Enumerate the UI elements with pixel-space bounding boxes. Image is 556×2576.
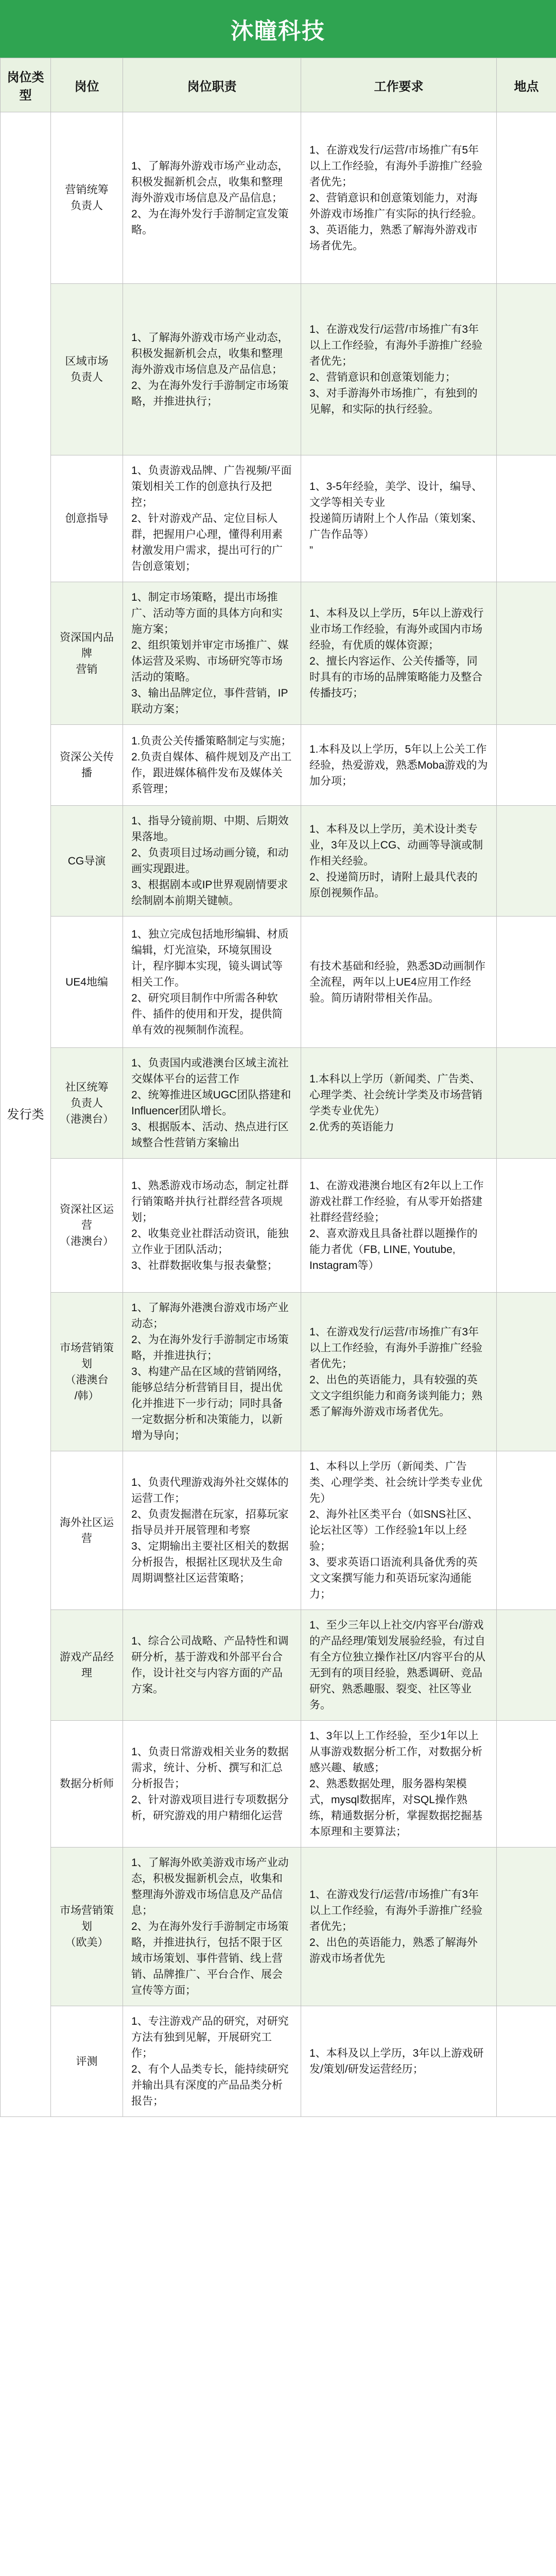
duties-cell: 1、专注游戏产品的研究，对研究方法有独到见解，开展研究工作； 2、有个人品类专长，能持续研究并输出具有深度的产品品类分析报告；: [123, 2006, 301, 2117]
location-cell: [497, 1048, 556, 1159]
job-category: 发行类: [1, 112, 51, 2117]
table-row: [1, 1721, 556, 1848]
page-title: 沐瞳科技: [0, 0, 556, 58]
requirements-cell: 1、在游戏发行/运营/市场推广有3年以上工作经验，有海外手游推广经验者优先； 2、出色的英语能力，具有较强的英文文字组织能力和商务谈判能力；熟悉了解海外游戏市场者优先。: [301, 1293, 497, 1451]
position-cell: 资深国内品牌 营销: [51, 582, 123, 725]
table-row: [1, 1293, 556, 1451]
table-row: [1, 582, 556, 725]
requirements-cell: 1、本科及以上学历，3年以上游戏研发/策划/研发运营经历；: [301, 2006, 497, 2117]
requirements-cell: 1、在游戏发行/运营/市场推广有5年以上工作经验，有海外手游推广经验者优先； 2、营销意识和创意策划能力，对海外游戏市场推广有实际的执行经验。 3、英语能力，熟悉了解海外游戏市场者优先。: [301, 112, 497, 284]
requirements-cell: 有技术基础和经验，熟悉3D动画制作全流程，两年以上UE4应用工作经验。简历请附带相关作品。: [301, 917, 497, 1048]
header-requirements: 工作要求: [301, 58, 497, 112]
duties-cell: 1、负责日常游戏相关业务的数据需求，统计、分析、撰写和汇总分析报告； 2、针对游戏项目进行专项数据分析，研究游戏的用户精细化运营: [123, 1721, 301, 1848]
position-cell: 数据分析师: [51, 1721, 123, 1848]
location-cell: [497, 1610, 556, 1721]
location-cell: [497, 284, 556, 455]
location-cell: [497, 806, 556, 917]
location-cell: [497, 1159, 556, 1293]
duties-cell: 1、负责代理游戏海外社交媒体的运营工作； 2、负责发掘潜在玩家，招募玩家指导员并开展管理和考察 3、定期输出主要社区相关的数据分析报告，根据社区现状及生命周期调整社区运营策略；: [123, 1451, 301, 1610]
location-cell: [497, 582, 556, 725]
position-cell: 区域市场 负责人: [51, 284, 123, 455]
duties-cell: 1、综合公司战略、产品特性和调研分析，基于游戏和外部平台合作，设计社交与内容方面的产品方案。: [123, 1610, 301, 1721]
position-cell: 资深社区运营 （港澳台）: [51, 1159, 123, 1293]
duties-cell: 1、了解海外欧美游戏市场产业动态，积极发掘新机会点，收集和整理海外游戏市场信息及产品信息； 2、为在海外发行手游制定市场策略，并推进执行，包括不限于区域市场策划、事件营销、线上营销、品牌推广、平台合作、展会宣传等方面；: [123, 1848, 301, 2006]
table-row: [1, 1848, 556, 2006]
duties-cell: 1、负责游戏品牌、广告视频/平面策划相关工作的创意执行及把控； 2、针对游戏产品、定位目标人群，把握用户心理，懂得利用素材激发用户需求，提出可行的广告创意策划；: [123, 455, 301, 582]
position-cell: 营销统筹 负责人: [51, 112, 123, 284]
duties-cell: 1、了解海外游戏市场产业动态，积极发掘新机会点，收集和整理海外游戏市场信息及产品信息； 2、为在海外发行手游制定宣发策略。: [123, 112, 301, 284]
table-row: [1, 1159, 556, 1293]
duties-cell: 1、独立完成包括地形编辑、材质编辑，灯光渲染，环境氛围设计，程序脚本实现，镜头调试等相关工作。 2、研究项目制作中所需各种软件、插件的使用和开发，提供简单有效的视频制作流程。: [123, 917, 301, 1048]
position-cell: CG导演: [51, 806, 123, 917]
location-cell: [497, 1451, 556, 1610]
header-duties: 岗位职责: [123, 58, 301, 112]
location-cell: [497, 455, 556, 582]
duties-cell: 1、负责国内或港澳台区域主流社交媒体平台的运营工作 2、统筹推进区域UGC团队搭建和Influencer团队增长。 3、根据版本、活动、热点进行区域整合性营销方案输出: [123, 1048, 301, 1159]
requirements-cell: 1、在游戏发行/运营/市场推广有3年以上工作经验，有海外手游推广经验者优先； 2、营销意识和创意策划能力； 3、对手游海外市场推广，有独到的见解，和实际的执行经验。: [301, 284, 497, 455]
duties-cell: 1、指导分镜前期、中期、后期效果落地。 2、负责项目过场动画分镜，和动画实现跟进。 3、根据剧本或IP世界观剧情要求绘制剧本前期关键帧。: [123, 806, 301, 917]
duties-cell: 1.负责公关传播策略制定与实施； 2.负责自媒体、稿件规划及产出工作，跟进媒体稿件发布及媒体关系管理；: [123, 725, 301, 806]
position-cell: 创意指导: [51, 455, 123, 582]
header-location: 地点: [497, 58, 556, 112]
location-cell: [497, 1848, 556, 2006]
requirements-cell: 1、本科及以上学历，美术设计类专业，3年及以上CG、动画等导演或制作相关经验。 2、投递简历时，请附上最具代表的原创视频作品。: [301, 806, 497, 917]
table-row: [1, 455, 556, 582]
location-cell: [497, 917, 556, 1048]
duties-cell: 1、了解海外港澳台游戏市场产业动态； 2、为在海外发行手游制定市场策略，并推进执行； 3、构建产品在区域的营销网络，能够总结分析营销目目，提出优化并推进下一步行动；同时具备一定数据分析和决策能力，以新增为导向；: [123, 1293, 301, 1451]
position-cell: UE4地编: [51, 917, 123, 1048]
requirements-cell: 1、本科以上学历（新闻类、广告类、心理学类、社会统计学类专业优先） 2、海外社区类平台（如SNS社区、论坛社区等）工作经验1年以上经验； 3、要求英语口语流利具备优秀的英文文案撰写能力和英语玩家沟通能力；: [301, 1451, 497, 1610]
table-row: [1, 917, 556, 1048]
duties-cell: 1、制定市场策略，提出市场推广、活动等方面的具体方向和实施方案； 2、组织策划并审定市场推广、媒体运营及采购、市场研究等市场活动的策略。 3、输出品牌定位，事件营销，IP联动方案；: [123, 582, 301, 725]
position-cell: 社区统筹 负责人 （港澳台）: [51, 1048, 123, 1159]
duties-cell: 1、了解海外游戏市场产业动态，积极发掘新机会点，收集和整理海外游戏市场信息及产品信息； 2、为在海外发行手游制定市场策略，并推进执行；: [123, 284, 301, 455]
location-cell: [497, 2006, 556, 2117]
table-row: [1, 1451, 556, 1610]
location-cell: [497, 1721, 556, 1848]
requirements-cell: 1.本科以上学历（新闻类、广告类、心理学类、社会统计学类及市场营销学类专业优先） 2.优秀的英语能力: [301, 1048, 497, 1159]
header-type: 岗位类型: [1, 58, 51, 112]
duties-cell: 1、熟悉游戏市场动态，制定社群行销策略并执行社群经营各项规划； 2、收集竞业社群活动资讯，能独立作业于团队活动； 3、社群数据收集与报表彙整；: [123, 1159, 301, 1293]
table-row: [1, 1048, 556, 1159]
requirements-cell: 1.本科及以上学历，5年以上公关工作经验，热爱游戏，熟悉Moba游戏的为加分项；: [301, 725, 497, 806]
table-row: [1, 725, 556, 806]
location-cell: [497, 112, 556, 284]
requirements-cell: 1、本科及以上学历，5年以上游戏行业市场工作经验，有海外或国内市场经验，有优质的媒体资源； 2、擅长内容运作、公关传播等，同时具有的市场的品牌策略能力及整合传播技巧；: [301, 582, 497, 725]
location-cell: [497, 725, 556, 806]
location-cell: [497, 1293, 556, 1451]
requirements-cell: 1、至少三年以上社交/内容平台/游戏的产品经理/策划发展验经验，有过自有全方位独立操作社区/内容平台的从无到有的项目经验，熟悉调研、竞品研究、熟悉趣服、裂变、社区等业务。: [301, 1610, 497, 1721]
requirements-cell: 1、在游戏发行/运营/市场推广有3年以上工作经验，有海外手游推广经验者优先； 2、出色的英语能力，熟悉了解海外游戏市场者优先: [301, 1848, 497, 2006]
position-cell: 评测: [51, 2006, 123, 2117]
table-header-row: [1, 58, 556, 112]
table-row: [1, 112, 556, 284]
position-cell: 海外社区运营: [51, 1451, 123, 1610]
position-cell: 市场营销策划 （港澳台 /韩）: [51, 1293, 123, 1451]
table-row: [1, 2006, 556, 2117]
position-cell: 资深公关传播: [51, 725, 123, 806]
requirements-cell: 1、3-5年经验，美学、设计，编导、文学等相关专业 投递简历请附上个人作品（策划案、广告作品等） ”: [301, 455, 497, 582]
table-row: [1, 806, 556, 917]
table-row: [1, 1610, 556, 1721]
table-row: [1, 284, 556, 455]
requirements-cell: 1、在游戏港澳台地区有2年以上工作游戏社群工作经验，有从零开始搭建社群经营经验； 2、喜欢游戏且具备社群以题操作的能力者优（FB, LINE, Youtube, Instagram等）: [301, 1159, 497, 1293]
header-position: 岗位: [51, 58, 123, 112]
position-cell: 游戏产品经理: [51, 1610, 123, 1721]
position-cell: 市场营销策划 （欧美）: [51, 1848, 123, 2006]
jobs-table: [0, 58, 556, 2117]
requirements-cell: 1、3年以上工作经验，至少1年以上从事游戏数据分析工作，对数据分析感兴趣、敏感； 2、熟悉数据处理，服务器构架模式，mysql数据库，对SQL操作熟练，精通数据分析，掌握数据挖掘基本原理和主要算法；: [301, 1721, 497, 1848]
